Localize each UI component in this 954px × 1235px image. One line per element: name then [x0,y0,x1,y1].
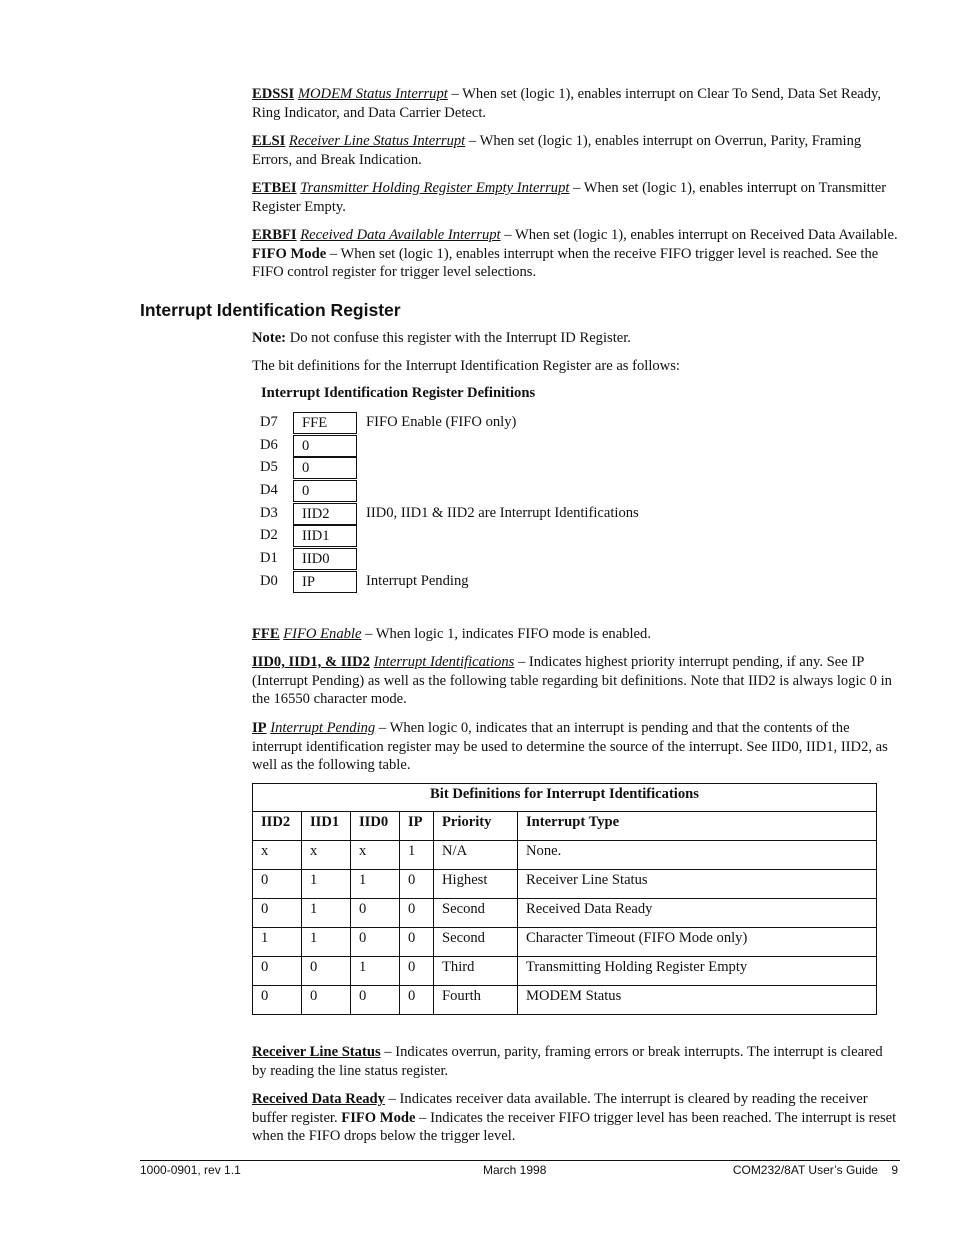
table-cell: Transmitting Holding Register Empty [518,957,877,986]
bit-label: D2 [260,527,278,543]
paragraph-text: – Indicates receiver data available. The interrupt is cleared by reading the receiver buffer register. [252,1091,868,1126]
bit-description: Interrupt Pending [366,573,469,589]
fifo-mode-label: FIFO Mode [252,245,327,262]
term: Received Data Ready [252,1091,385,1107]
table-cell: 1 [400,841,434,870]
table-cell: Fourth [434,986,518,1015]
table-cell: Third [434,957,518,986]
term-name: FIFO Enable [283,626,362,642]
term: ERBFI [252,227,297,243]
table-cell: 0 [253,899,302,928]
table-row [253,870,877,899]
table-header-row [253,812,877,841]
term: ELSI [252,133,286,149]
paragraph-text: – When set (logic 1), enables interrupt on Transmitter Register Empty. [252,180,887,215]
table-cell: 0 [400,928,434,957]
table-cell: 0 [351,928,400,957]
paragraph-text: – When set (logic 1), enables interrupt on Received Data Available. [500,227,898,243]
bit-field: FFE [293,412,357,434]
column-header: IID1 [302,812,351,841]
bit-label: D6 [260,437,278,453]
term-name: Receiver Line Status Interrupt [288,133,466,149]
term-name: Interrupt Identifications [373,654,515,670]
term: Receiver Line Status [252,1044,381,1060]
table-row [253,841,877,870]
table-cell: 0 [400,870,434,899]
paragraph-text-2: – When set (logic 1), enables interrupt when the receive FIFO trigger level is reached. See the FIFO control register for trigger level selections. [252,245,879,281]
table-row [253,928,877,957]
bit-label: D1 [260,550,278,566]
term-name: MODEM Status Interrupt [297,86,448,102]
note-label: Note: [252,330,287,346]
bit-field: 0 [293,457,357,479]
column-header: IID0 [351,812,400,841]
table-cell: 1 [253,928,302,957]
bit-field: 0 [293,435,357,457]
column-header: Priority [434,812,518,841]
paragraph-text-2: – Indicates the receiver FIFO trigger level has been reached. The interrupt is reset when the FIFO drops below the trigger level. [252,1109,897,1145]
table-cell: 0 [302,986,351,1015]
term: IP [252,720,267,736]
note-text: Do not confuse this register with the Interrupt ID Register. [286,330,631,346]
bit-label: D3 [260,505,278,521]
bit-label: D0 [260,573,278,589]
table-caption-row [253,784,877,812]
table-cell: 0 [400,986,434,1015]
paragraph-text: – Indicates overrun, parity, framing errors or break interrupts. The interrupt is cleared by reading the line status register. [252,1044,883,1079]
table-cell: x [351,841,400,870]
table-cell: 1 [302,870,351,899]
section-title: Interrupt Identification Register [140,300,401,320]
footer-doc-number: 1000-0901, rev 1.1 [140,1163,241,1177]
term-name: Received Data Available Interrupt [300,227,501,243]
bit-label: D5 [260,459,278,475]
term: EDSSI [252,86,295,102]
bit-definitions-table [252,783,877,1015]
paragraph-etbei [252,179,898,216]
table-cell: Highest [434,870,518,899]
paragraph-text: – Indicates highest priority interrupt pending, if any. See IP (Interrupt Pending) as well as the following table regarding bit definitions. Note that IID2 is always logic 0 in the 16550 character mode. [252,654,892,708]
table-cell: 1 [302,928,351,957]
table-cell: 0 [400,899,434,928]
paragraph-received-data-ready [252,1090,898,1146]
paragraph-receiver-line-status [252,1043,898,1080]
paragraph-erbfi [252,226,898,282]
table-cell: 1 [351,957,400,986]
register-title: Interrupt Identification Register Definitions [261,385,536,401]
footer-title-page: COM232/8AT User’s Guide 9 [732,1163,898,1177]
paragraph-text: – When logic 0, indicates that an interrupt is pending and that the contents of the interrupt identification register may be used to determine the source of the interrupt. See IID0, IID1, IID2, as well as the following table. [252,720,888,774]
table-caption: Bit Definitions for Interrupt Identifications [253,784,877,812]
fifo-mode-label: FIFO Mode [341,1109,416,1126]
bit-label: D4 [260,482,278,498]
bit-field: IP [293,571,357,593]
bit-field: IID0 [293,548,357,570]
table-cell: 0 [253,957,302,986]
term-name: Transmitter Holding Register Empty Interrupt [300,180,570,196]
table-cell: None. [518,841,877,870]
footer-rule [140,1160,900,1161]
bit-field: 0 [293,480,357,502]
column-header: IP [400,812,434,841]
paragraph-elsi [252,132,898,169]
bit-label: D7 [260,414,278,430]
note [252,329,898,348]
table-cell: 0 [302,957,351,986]
paragraph-text: – When logic 1, indicates FIFO mode is enabled. [361,626,651,642]
term-name: Interrupt Pending [270,720,376,736]
table-cell: N/A [434,841,518,870]
table-cell: Received Data Ready [518,899,877,928]
table-cell: Second [434,899,518,928]
paragraph-ffe [252,625,898,644]
intro-text: The bit definitions for the Interrupt Identification Register are as follows: [252,358,680,374]
table-cell: Receiver Line Status [518,870,877,899]
bit-field: IID2 [293,503,357,525]
table-cell: 1 [302,899,351,928]
table-cell: x [253,841,302,870]
table-cell: 0 [253,870,302,899]
table-cell: 1 [351,870,400,899]
paragraph-text: – When set (logic 1), enables interrupt on Clear To Send, Data Set Ready, Ring Indicator, and Data Carrier Detect. [252,86,881,121]
paragraph-edssi [252,85,898,122]
column-header: IID2 [253,812,302,841]
paragraph-text: – When set (logic 1), enables interrupt on Overrun, Parity, Framing Errors, and Break Indication. [252,133,862,168]
bit-field: IID1 [293,525,357,547]
footer-date: March 1998 [483,1163,547,1177]
table-cell: x [302,841,351,870]
term: IID0, IID1, & IID2 [252,654,370,670]
table-cell: Second [434,928,518,957]
table-cell: 0 [253,986,302,1015]
table-row [253,986,877,1015]
table-cell: 0 [400,957,434,986]
term: FFE [252,626,280,642]
table-row [253,957,877,986]
table-cell: Character Timeout (FIFO Mode only) [518,928,877,957]
bit-description: IID0, IID1 & IID2 are Interrupt Identifications [366,505,639,521]
paragraph-ip [252,719,898,775]
table-cell: MODEM Status [518,986,877,1015]
table-cell: 0 [351,986,400,1015]
term: ETBEI [252,180,297,196]
paragraph-iid [252,653,898,709]
table-cell: 0 [351,899,400,928]
table-row [253,899,877,928]
bit-description: FIFO Enable (FIFO only) [366,414,517,430]
column-header: Interrupt Type [518,812,877,841]
